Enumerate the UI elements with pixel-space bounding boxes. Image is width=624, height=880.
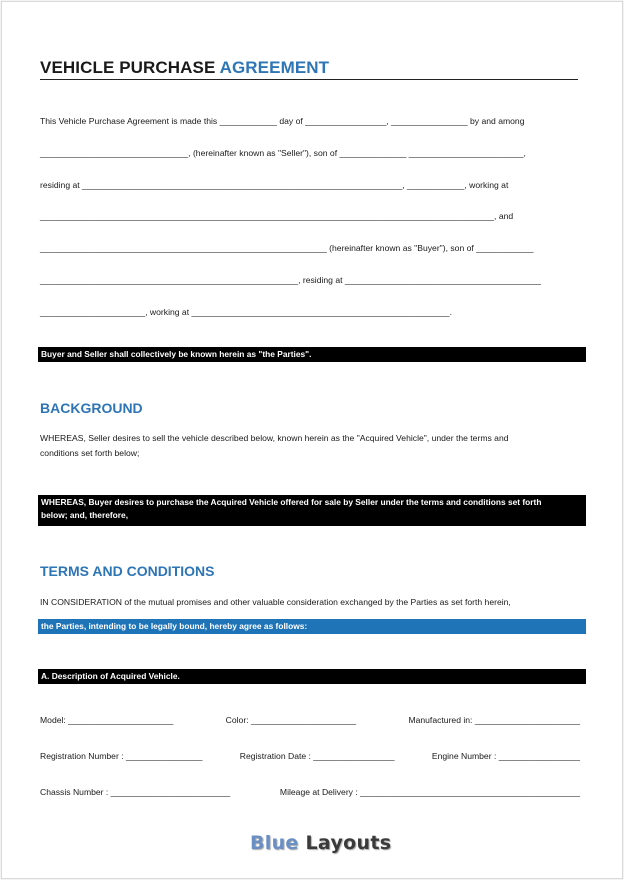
whereas-buyer-bar: [38, 495, 586, 526]
agree-bar: the Parties, intending to be legally bound, hereby agree as follows:: [38, 619, 586, 634]
vehicle-fields-row-1: [40, 714, 580, 726]
intro-line-7: ______________________, working at ______________________________________________________.: [40, 307, 452, 317]
mileage-field: Mileage at Delivery : ______________________________________________: [279, 787, 580, 797]
whereas-bar-line-1: WHEREAS, Buyer desires to purchase the Acquired Vehicle offered for sale by Seller under the terms and conditions set forth: [41, 497, 542, 507]
background-line-1: WHEREAS, Seller desires to sell the vehicle described below, known herein as the "Acquired Vehicle", under the terms and: [40, 433, 509, 443]
model-field: Model: ______________________: [40, 715, 174, 725]
vehicle-fields-row-3: [40, 786, 580, 798]
logo-word-blue: Blue: [250, 832, 299, 854]
intro-line-6: ______________________________________________________, residing at _________________________________________: [40, 275, 541, 285]
registration-date-field: Registration Date : _________________: [239, 751, 395, 761]
title-part-2: AGREEMENT: [219, 58, 330, 77]
document-title: [40, 58, 578, 80]
terms-line-1: IN CONSIDERATION of the mutual promises and other valuable consideration exchanged by the Parties as set forth herein,: [40, 597, 511, 607]
logo-word-layouts: Layouts: [298, 832, 392, 854]
registration-number-field: Registration Number : ________________: [40, 751, 203, 761]
parties-bar: Buyer and Seller shall collectively be known herein as "the Parties".: [38, 347, 586, 362]
intro-line-1: This Vehicle Purchase Agreement is made this ____________ day of _________________, ________________ by and among: [40, 116, 525, 126]
background-line-2: conditions set forth below;: [40, 448, 140, 458]
section-a-bar: A. Description of Acquired Vehicle.: [38, 669, 586, 684]
blue-layouts-logo: [250, 832, 391, 854]
terms-heading: TERMS AND CONDITIONS: [40, 563, 215, 579]
whereas-bar-line-2: below; and, therefore,: [41, 510, 129, 520]
color-field: Color: ______________________: [225, 715, 357, 725]
intro-line-3: residing at ___________________________________________________________________, ____________, working at: [40, 180, 509, 190]
vehicle-fields-row-2: [40, 750, 580, 762]
intro-line-4: _______________________________________________________________________________________________, and: [40, 211, 514, 221]
intro-line-5: ____________________________________________________________ (hereinafter known as "Buyer"), son of ____________: [40, 243, 534, 253]
manufactured-field: Manufactured in: ______________________: [408, 715, 580, 725]
title-part-1: VEHICLE PURCHASE: [40, 58, 220, 77]
background-heading: BACKGROUND: [40, 400, 143, 416]
chassis-number-field: Chassis Number : _________________________: [40, 787, 231, 797]
engine-number-field: Engine Number : _________________: [431, 751, 580, 761]
intro-line-2: _______________________________, (hereinafter known as "Seller"), son of ______________ ________________________,: [40, 148, 526, 158]
